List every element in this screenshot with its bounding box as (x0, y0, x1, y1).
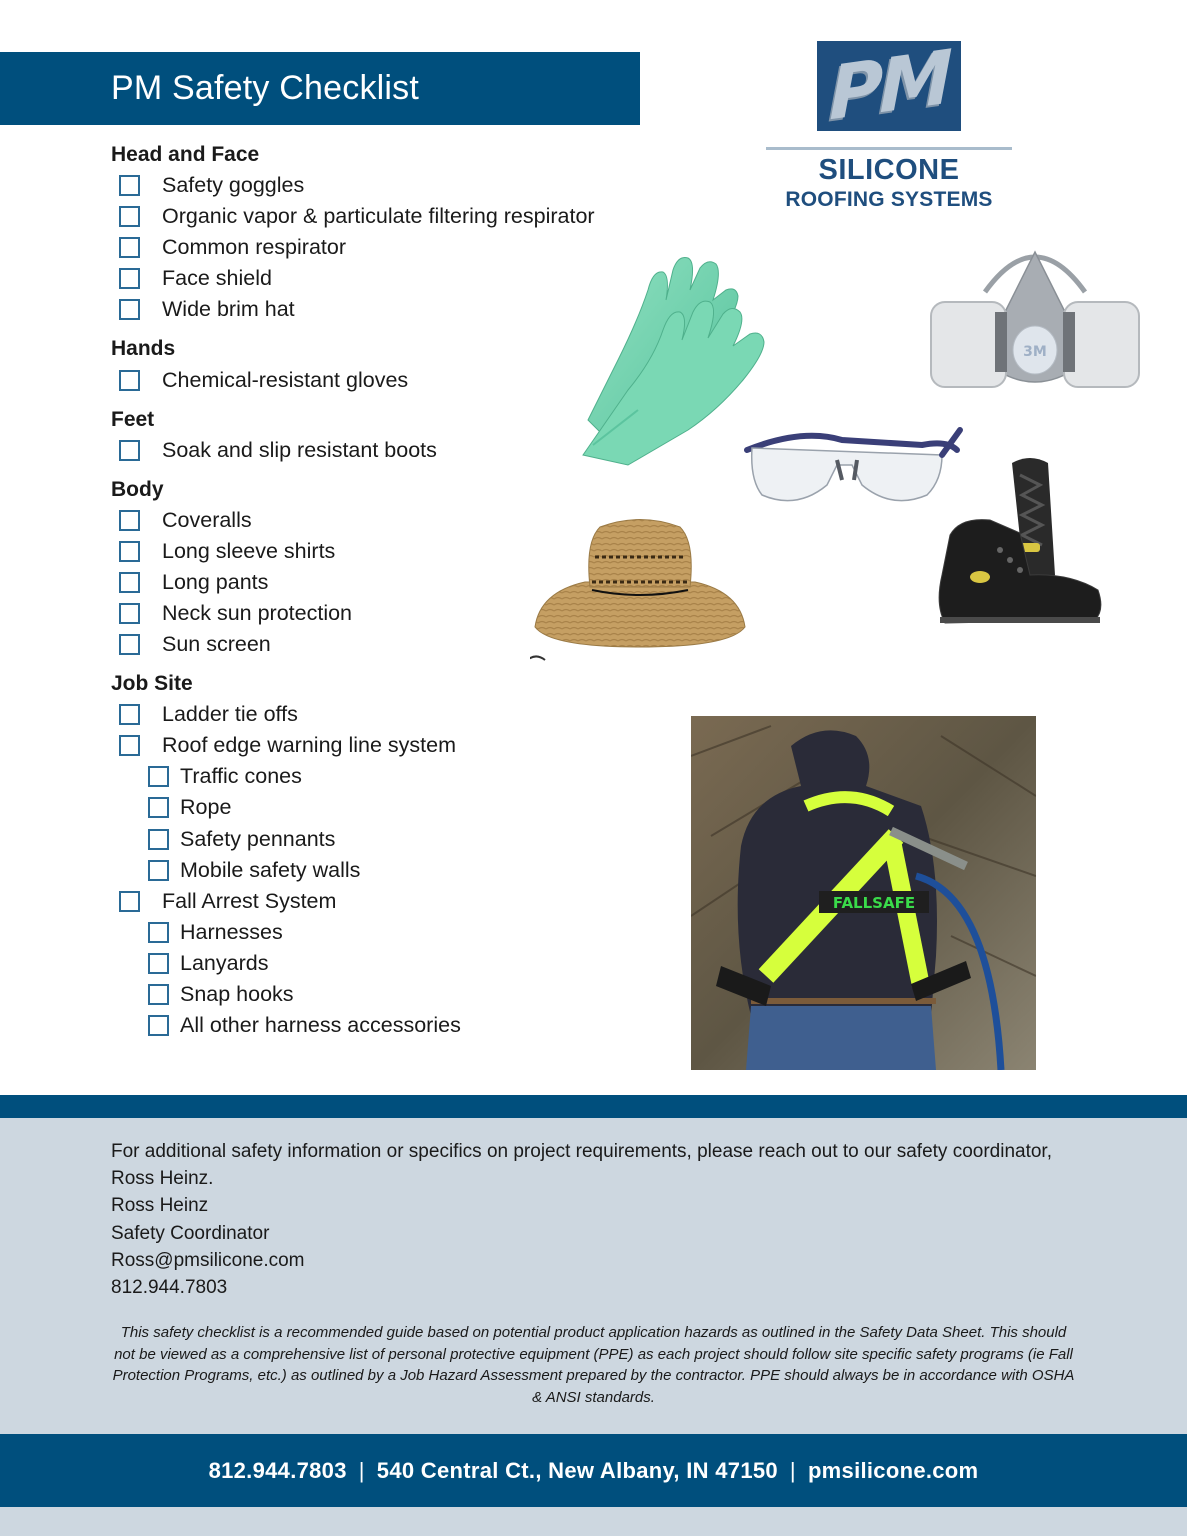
checklist-item-label: Soak and slip resistant boots (162, 437, 437, 462)
svg-text:FALLSAFE: FALLSAFE (832, 894, 916, 912)
section-heading-feet: Feet (111, 407, 155, 431)
checkbox[interactable] (119, 603, 140, 624)
checkbox[interactable] (119, 299, 140, 320)
logo-text-roofing-systems: ROOFING SYSTEMS (785, 188, 993, 211)
contact-phone[interactable]: 812.944.7803 (111, 1277, 228, 1299)
footer-address: 540 Central Ct., New Albany, IN 47150 (376, 1458, 778, 1483)
checklist-item[interactable] (111, 730, 671, 761)
checkbox[interactable] (119, 735, 140, 756)
checklist-subitem[interactable] (111, 792, 671, 823)
section-heading-head-and-face: Head and Face (111, 143, 260, 166)
boots-image (930, 455, 1120, 635)
checkbox[interactable] (119, 206, 140, 227)
checkbox[interactable] (119, 891, 140, 912)
logo-text-silicone: SILICONE (818, 154, 960, 186)
checklist-subitem[interactable] (111, 1010, 671, 1041)
checkbox[interactable] (148, 766, 169, 787)
checklist-item-label: Common respirator (162, 235, 346, 260)
checklist-item-label: Long pants (162, 569, 269, 594)
disclaimer-text: This safety checklist is a recommended guide based on potential product application hazards as outlined in the Safety Data Sheet. This should not be viewed as a comprehensive list of personal protective equipment (PPE) as each project should follow site specific safety programs (ie Fall Protection Programs, etc.) as outlined by a Job Hazard Assessment prepared by the contractor. PPE should always be in accordance with OSHA & ANSI standards. (112, 1324, 1075, 1406)
fall-arrest-harness-photo (691, 716, 1036, 1070)
footer-website-link[interactable]: pmsilicone.com (807, 1458, 979, 1483)
checklist-item-label: Neck sun protection (162, 600, 353, 625)
checklist-subitem[interactable] (111, 761, 671, 792)
checklist-item-label: Snap hooks (180, 982, 294, 1007)
checkbox[interactable] (119, 704, 140, 725)
checkbox[interactable] (119, 440, 140, 461)
checklist-item[interactable] (111, 886, 671, 917)
checkbox[interactable] (119, 237, 140, 258)
checklist-item[interactable] (111, 699, 671, 730)
checkbox[interactable] (148, 829, 169, 850)
checkbox[interactable] (119, 510, 140, 531)
checklist-item-label: All other harness accessories (180, 1013, 461, 1038)
svg-text:3M: 3M (1023, 344, 1047, 360)
logo-monogram: PM (829, 34, 949, 138)
checkbox[interactable] (148, 953, 169, 974)
checkbox[interactable] (119, 268, 140, 289)
footer-separator: | (358, 1458, 365, 1483)
checkbox[interactable] (119, 175, 140, 196)
checklist-item-label: Mobile safety walls (180, 857, 361, 882)
checklist-item-label: Organic vapor & particulate filtering respirator (162, 204, 595, 229)
checklist-subitem[interactable] (111, 824, 671, 855)
footer-divider-stripe (0, 1095, 1187, 1118)
checkbox[interactable] (148, 922, 169, 943)
section-heading-body: Body (111, 477, 164, 501)
checklist-item[interactable] (111, 201, 671, 232)
footer-phone[interactable]: 812.944.7803 (208, 1458, 347, 1483)
checklist-item-label: Lanyards (180, 950, 269, 975)
checklist-subitem[interactable] (111, 917, 671, 948)
straw-hat-image (530, 512, 750, 672)
logo-monogram-box (817, 34, 961, 138)
contact-intro: For additional safety information or specifics on project requirements, please reach out to our safety coordinator, Ross Heinz. (111, 1141, 1052, 1190)
footer-separator: | (789, 1458, 796, 1483)
section-heading-job-site: Job Site (111, 672, 193, 696)
checkbox[interactable] (119, 634, 140, 655)
checkbox[interactable] (119, 370, 140, 391)
footer-address-bar (0, 1434, 1187, 1507)
checklist-item-label: Safety pennants (180, 826, 336, 851)
contact-name: Ross Heinz (111, 1195, 209, 1217)
checklist-subitem[interactable] (111, 979, 671, 1010)
contact-info (111, 1138, 1071, 1301)
checklist-item-label: Fall Arrest System (162, 888, 337, 913)
contact-role: Safety Coordinator (111, 1222, 270, 1244)
checkbox[interactable] (148, 797, 169, 818)
boots-icon (930, 455, 1120, 635)
checklist-subitem[interactable] (111, 948, 671, 979)
checklist-item-label: Face shield (162, 266, 272, 291)
checklist-item-label: Safety goggles (162, 173, 305, 198)
checkbox[interactable] (148, 860, 169, 881)
harness-photo-icon (691, 716, 1036, 1070)
checklist-item-label: Ladder tie offs (162, 702, 298, 727)
checkbox[interactable] (148, 1015, 169, 1036)
checklist-item-label: Sun screen (162, 632, 271, 657)
contact-email-link[interactable]: Ross@pmsilicone.com (111, 1249, 305, 1271)
section-heading-hands: Hands (111, 337, 176, 361)
checklist-item-label: Chemical-resistant gloves (162, 367, 409, 392)
respirator-image (925, 232, 1145, 397)
checklist-item-label: Long sleeve shirts (162, 538, 336, 563)
checklist-item-label: Traffic cones (180, 764, 302, 789)
checkbox[interactable] (119, 541, 140, 562)
checklist-item-label: Wide brim hat (162, 297, 295, 322)
logo-divider (766, 147, 1012, 150)
checklist-item-label: Rope (180, 795, 232, 820)
checkbox[interactable] (119, 572, 140, 593)
checklist-item-label: Coveralls (162, 507, 252, 532)
company-logo (766, 34, 1016, 220)
checkbox[interactable] (148, 984, 169, 1005)
straw-hat-icon (530, 512, 750, 672)
page-title: PM Safety Checklist (0, 52, 640, 125)
checklist-item[interactable] (111, 170, 671, 201)
respirator-icon (925, 232, 1145, 397)
checklist-subitem[interactable] (111, 855, 671, 886)
checklist-item-label: Harnesses (180, 919, 283, 944)
checklist-item-label: Roof edge warning line system (162, 733, 456, 758)
